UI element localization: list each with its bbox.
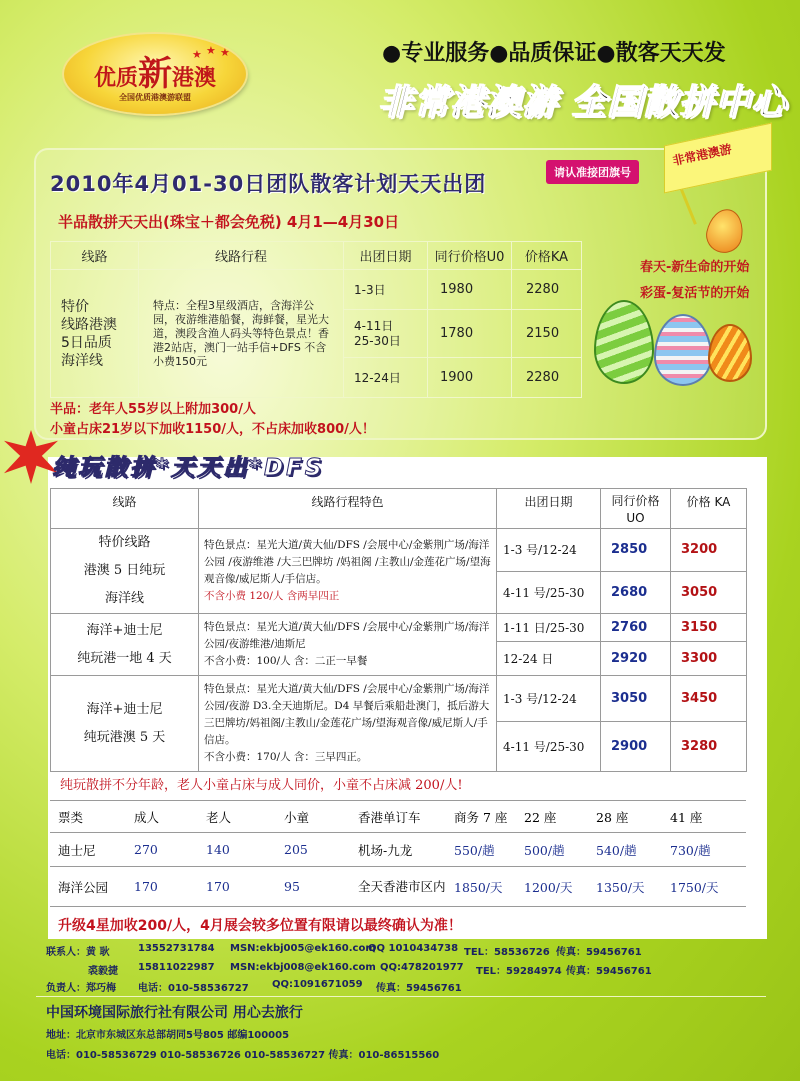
- company-logo: [64, 34, 246, 114]
- contact-row: 负责人：郑巧梅 电话：010-58536727 QQ:1091671059 传真：59456761: [46, 979, 462, 994]
- ticket-header: 22 座: [516, 801, 588, 833]
- star-icon: ★: [206, 44, 216, 57]
- table-header: 同行价格 UO: [601, 489, 671, 529]
- depart-date: 4-11 号/25-30: [497, 571, 601, 614]
- logo-text: 优质新港澳: [93, 54, 217, 94]
- ticket-cell: 1350/天: [588, 867, 662, 907]
- price-uo: 3050: [601, 676, 671, 722]
- price-ka: 3150: [671, 614, 747, 642]
- route-name: 海洋+迪士尼 纯玩港澳 5 天: [51, 676, 199, 772]
- table-header: 出团日期: [344, 242, 428, 270]
- price-uo: 2920: [601, 642, 671, 676]
- star-icon: ★: [220, 46, 230, 59]
- company-address: 地址：北京市东城区东总部胡同5号805 邮编100005: [46, 1030, 290, 1041]
- table-header: 线路: [51, 489, 199, 529]
- depart-date: 1-3 号/12-24: [497, 529, 601, 572]
- table-header: 价格 KA: [671, 489, 747, 529]
- spring-text: 春天-新生命的开始: [640, 260, 750, 275]
- ticket-cell: 海洋公园: [50, 867, 126, 907]
- ticket-table: [50, 800, 746, 907]
- ticket-cell: 500/趟: [516, 833, 588, 867]
- table-header: 价格KA: [512, 242, 582, 270]
- ticket-cell: 机场-九龙: [350, 833, 446, 867]
- depart-date: 4-11 号/25-30: [497, 722, 601, 772]
- price-ka: 3050: [671, 571, 747, 614]
- ticket-cell: 170: [198, 867, 276, 907]
- ticket-header: 香港单订车: [350, 801, 446, 833]
- divider: [36, 996, 766, 997]
- banner-title: 非常港澳游 全国散拼中心: [378, 83, 788, 123]
- company-name: 中国环境国际旅行社有限公司 用心去旅行: [46, 1005, 303, 1021]
- price-uo: 1980: [428, 270, 512, 310]
- price-uo: 1780: [428, 310, 512, 358]
- price-ka: 2150: [512, 310, 582, 358]
- ticket-cell: 迪士尼: [50, 833, 126, 867]
- table-header: 出团日期: [497, 489, 601, 529]
- price-ka: 3280: [671, 722, 747, 772]
- price-ka: 3450: [671, 676, 747, 722]
- spring-text: 彩蛋-复活节的开始: [640, 286, 750, 301]
- route-name: 海洋+迪士尼 纯玩港一地 4 天: [51, 614, 199, 676]
- ticket-header: 成人: [126, 801, 198, 833]
- ticket-cell: 170: [126, 867, 198, 907]
- ticket-cell: 1850/天: [446, 867, 516, 907]
- price-uo: 2760: [601, 614, 671, 642]
- price-ka: 2280: [512, 270, 582, 310]
- company-phones: 电话：010-58536729 010-58536726 010-58536727 传真：010-86515560: [46, 1050, 440, 1061]
- depart-date: 1-11 日/25-30: [497, 614, 601, 642]
- price-uo: 2850: [601, 529, 671, 572]
- table-header: 同行价格U0: [428, 242, 512, 270]
- ticket-cell: 270: [126, 833, 198, 867]
- depart-date: 12-24 日: [497, 642, 601, 676]
- section1-note: 半品：老年人55岁以上附加300/人: [50, 402, 256, 417]
- section2-title: 纯玩散拼*天天出*DFS: [52, 455, 325, 481]
- section2-note: 纯玩散拼不分年龄，老人小童占床与成人同价，小童不占床减 200/人!: [60, 778, 463, 793]
- ticket-cell: 730/趟: [662, 833, 746, 867]
- section1-title: 2010年4月01-30日团队散客计划天天出团: [50, 172, 487, 196]
- ticket-cell: 1200/天: [516, 867, 588, 907]
- flag-tag: 请认准接团旗号: [546, 160, 639, 184]
- ticket-header: 商务 7 座: [446, 801, 516, 833]
- ticket-cell: 全天香港市区内: [350, 867, 446, 907]
- ticket-cell: 140: [198, 833, 276, 867]
- route-feature: 特色景点：星光大道/黄大仙/DFS /会展中心/金紫荆广场/海洋公园/夜游维港/迪斯尼 不含小费：100/人 含：二正一早餐: [199, 614, 497, 676]
- ticket-cell: 205: [276, 833, 350, 867]
- price-uo: 1900: [428, 358, 512, 398]
- contact-row: 联系人：黄 耿 13552731784 MSN:ekbj005@ek160.com QQ 1010434738 TEL：58536726 传真：59456761: [46, 943, 642, 958]
- ticket-header: 28 座: [588, 801, 662, 833]
- price-uo: 2680: [601, 571, 671, 614]
- section1-table: [50, 241, 582, 398]
- route-feature: 特色景点：星光大道/黄大仙/DFS /会展中心/金紫荆广场/海洋公园 /夜游维港 /大三巴牌坊 /妈祖阁 /主教山/金莲花广场/望海观音像/威尼斯人/手信店。 不含小费 120/人 含两早四正: [199, 529, 497, 614]
- upgrade-note: 升级4星加收200/人，4月展会较多位置有限请以最终确认为准！: [58, 918, 462, 934]
- route-name: 特价 线路港澳 5日品质 海洋线: [51, 270, 139, 398]
- ticket-cell: 550/趟: [446, 833, 516, 867]
- section2-table: [50, 488, 747, 772]
- table-header: 线路行程: [139, 242, 344, 270]
- route-feature: 特色景点：星光大道/黄大仙/DFS /会展中心/金紫荆广场/海洋公园/夜游 D3.全天迪斯尼。D4 早餐后乘船赴澳门，抵后游大三巴牌坊/妈祖阁/主教山/金莲花广场/望海观音像/威尼斯人/手信店。 不含小费：170/人 含：三早四正。: [199, 676, 497, 772]
- depart-date: 1-3 号/12-24: [497, 676, 601, 722]
- depart-date: 12-24日: [344, 358, 428, 398]
- ticket-cell: 540/趟: [588, 833, 662, 867]
- logo-subtitle: 全国优质港澳游联盟: [119, 93, 191, 102]
- ticket-header: 老人: [198, 801, 276, 833]
- ticket-cell: 95: [276, 867, 350, 907]
- section1-subtitle: 半品散拼天天出(珠宝＋都会免税) 4月1—4月30日: [58, 213, 400, 231]
- table-header: 线路: [51, 242, 139, 270]
- depart-date: 1-3日: [344, 270, 428, 310]
- price-ka: 3200: [671, 529, 747, 572]
- route-feature: 特点：全程3星级酒店，含海洋公园，夜游维港船餐，海鲜餐，星光大道，澳段含渔人码头等特色景点！香港2站店，澳门一站手信+DFS 不含小费150元: [139, 270, 344, 398]
- section1-note: 小童占床21岁以下加收1150/人，不占床加收800/人！: [50, 422, 375, 437]
- ticket-header: 小童: [276, 801, 350, 833]
- price-uo: 2900: [601, 722, 671, 772]
- flag-text: 非常港澳游: [671, 141, 733, 169]
- ticket-header: 41 座: [662, 801, 746, 833]
- slogan: ●专业服务●品质保证●散客天天发: [382, 41, 726, 66]
- star-icon: ★: [192, 48, 202, 61]
- ticket-cell: 1750/天: [662, 867, 746, 907]
- table-header: 线路行程特色: [199, 489, 497, 529]
- price-ka: 2280: [512, 358, 582, 398]
- depart-date: 4-11日 25-30日: [344, 310, 428, 358]
- contact-row: 裘毅捷 15811022987 MSN:ekbj008@ek160.com QQ:478201977 TEL：59284974 传真：59456761: [88, 962, 652, 977]
- ticket-header: 票类: [50, 801, 126, 833]
- route-name: 特价线路 港澳 5 日纯玩 海洋线: [51, 529, 199, 614]
- price-ka: 3300: [671, 642, 747, 676]
